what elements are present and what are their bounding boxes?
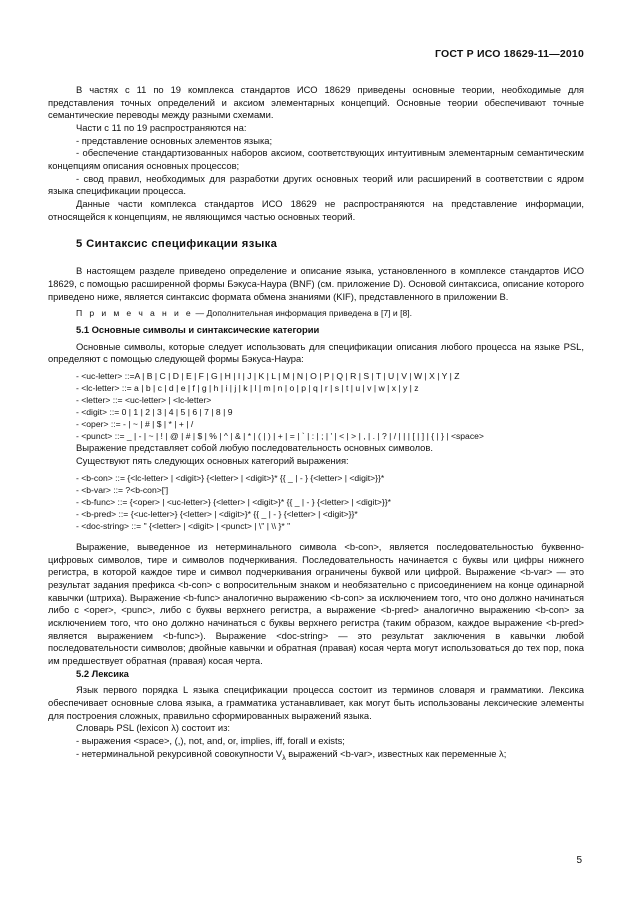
bnf-line: - <b-con> ::= {<lc-letter> | <digit>} {<letter> | <digit>}* {{ _ | - } {<letter> | <digit>}}* bbox=[76, 472, 385, 483]
section-5-note bbox=[48, 307, 584, 320]
lexicon-item-1: - выражения <space>, (,), not, and, or, implies, iff, forall и exists; bbox=[76, 735, 345, 746]
lexicon-item-2-post: выражений <b-var>, известных как переменные λ; bbox=[285, 747, 507, 759]
section-5-1-paragraph-4: Выражение, выведенное из нетерминального символа <b-con>, является последовательностью буквенно-цифровых символов, тире и символов подчеркивания. Последовательность начинается с буквы или цифры нижнего регистра, в которой каждое тире и символ подчеркивания ограничены буквой или цифрой. Выражение <b-var> — это результат задания префикса <b-con> с вопросительным знаком и необязательно с присоединением на конце одинарной кавычки (штриха). Выражение <b-func> аналогично выражению <b-con> за исключением того, что оно должно начинаться либо с <oper>, <punc>, либо с буквы верхнего регистра, а выражение <b-pred> аналогично выражению <b-con> за исключением того, что оно должно начинаться с буквы верхнего регистра (таким образом, каждое выражение <b-pred> является выражением <b-func>). Выражение <doc-string> — это результат заключения в кавычки любой последовательности символов; двойные кавычки и обратная (правая) косая черта могут использоваться до тех пор, пока им предшествует обратная (правая) косая черта. bbox=[48, 541, 584, 667]
section-5-1-paragraph-3: Существуют пять следующих основных категорий выражения: bbox=[76, 455, 349, 467]
section-5-1-heading: 5.1 Основные символы и синтаксические категории bbox=[76, 323, 320, 335]
bnf-line: - <doc-string> ::= " {<letter> | <digit> | <punct> | \" | \\ }* " bbox=[76, 521, 291, 532]
section-5-1-paragraph-1: Основные символы, которые следует использовать для спецификации описания любого процесса на языке PSL, определяют с помощью следующей формы Бэкуса-Наура: bbox=[48, 340, 584, 365]
lexicon-item-2-pre: - нетерминальной рекурсивной совокупности V bbox=[76, 747, 283, 759]
section-5-2-heading: 5.2 Лексика bbox=[76, 667, 129, 679]
bnf-line: - <b-pred> ::= {<uc-letter>} {<letter> | <digit>}* {{ _ | - } {<letter> | <digit>}}* bbox=[76, 508, 358, 519]
page-body bbox=[48, 84, 584, 765]
section-5-2-paragraph-2: Словарь PSL (lexicon λ) состоит из: bbox=[76, 722, 231, 734]
intro-paragraph-2: Части с 11 по 19 распространяются на: bbox=[76, 121, 247, 133]
bnf-line: - <oper> ::= - | ~ | # | $ | * | + | / bbox=[76, 419, 194, 430]
intro-list-item-1: - представление основных элементов языка; bbox=[76, 134, 273, 146]
bnf-line: - <uc-letter> ::=A | B | C | D | E | F | G | H | I | J | K | L | M | N | O | P | Q | R | S | T | U | V | W | X | Y | Z bbox=[76, 370, 460, 381]
section-5-heading: 5 Синтаксис спецификации языка bbox=[76, 238, 278, 251]
bnf-line: - <b-func> ::= {<oper> | <uc-letter>} {<letter> | <digit>}* {{ _ | - } {<letter> | <digit>}}* bbox=[76, 496, 391, 507]
page-number: 5 bbox=[576, 855, 582, 866]
bnf-line: - <letter> ::= <uc-letter> | <lc-letter> bbox=[76, 395, 212, 405]
standard-header: ГОСТ Р ИСО 18629-11—2010 bbox=[435, 48, 584, 60]
section-5-2-paragraph-1: Язык первого порядка L языка спецификации процесса состоит из терминов словаря и грамматики. Лексика обеспечивает основные слова языка, а грамматика устанавливает, как могут быть использованы лексические элементы для построения сложных, правильно сформированных выражений языка. bbox=[48, 684, 584, 721]
intro-paragraph-3: Данные части комплекса стандартов ИСО 18629 не распространяются на представление информации, относящейся к концепциям, не являющимся частью основных теорий. bbox=[48, 197, 584, 222]
lexicon-item-2 bbox=[48, 748, 584, 766]
section-5-paragraph: В настоящем разделе приведено определение и описание языка, установленного в комплексе стандартов ИСО 18629, с помощью расширенной формы Бэкуса-Наура (BNF) (см. приложение D). Основой синтаксиса, описание которого приведено ниже, является синтаксис формата обмена знаниями (KIF), представленного в приложении В. bbox=[48, 265, 584, 302]
note-lead: П р и м е ч а н и е bbox=[76, 308, 194, 319]
intro-list-item-3: - свод правил, необходимых для разработки других основных теорий или расширений в соответствии с ядром языка спецификации процесса. bbox=[48, 172, 584, 197]
bnf-line: - <punct> ::= _ | - | ~ | ! | @ | # | $ | % | ^ | & | * | ( | ) | + | = | ` | : | ; | ' | < | > | , | . | ? | / | | | [ | ] | { | } | <space> bbox=[76, 431, 484, 442]
intro-list-item-2: - обеспечение стандартизованных наборов аксиом, соответствующих интуитивным элементарным семантическим концепциям описания основных процессов; bbox=[48, 147, 584, 171]
bnf-line: - <b-var> ::= ?<b-con>['] bbox=[76, 484, 169, 495]
bnf-line: - <digit> ::= 0 | 1 | 2 | 3 | 4 | 5 | 6 | 7 | 8 | 9 bbox=[76, 407, 233, 418]
lexicon-subscript: λ bbox=[282, 754, 286, 762]
intro-paragraph-1: В частях с 11 по 19 комплекса стандартов ИСО 18629 приведены основные теории, необходимые для представления точных определений и аксиом элементарных концепций. Основные теории обеспечивают точные семантические переводы между разными схемами. bbox=[48, 84, 584, 121]
note-text: — Дополнительная информация приведена в [7] и [8]. bbox=[193, 308, 413, 319]
section-5-1-paragraph-2: Выражение представляет собой любую последовательность основных символов. bbox=[76, 442, 433, 454]
bnf-line: - <lc-letter> ::= a | b | c | d | e | f | g | h | i | j | k | l | m | n | o | p | q | r | s | t | u | v | w | x | y | z bbox=[76, 382, 419, 393]
